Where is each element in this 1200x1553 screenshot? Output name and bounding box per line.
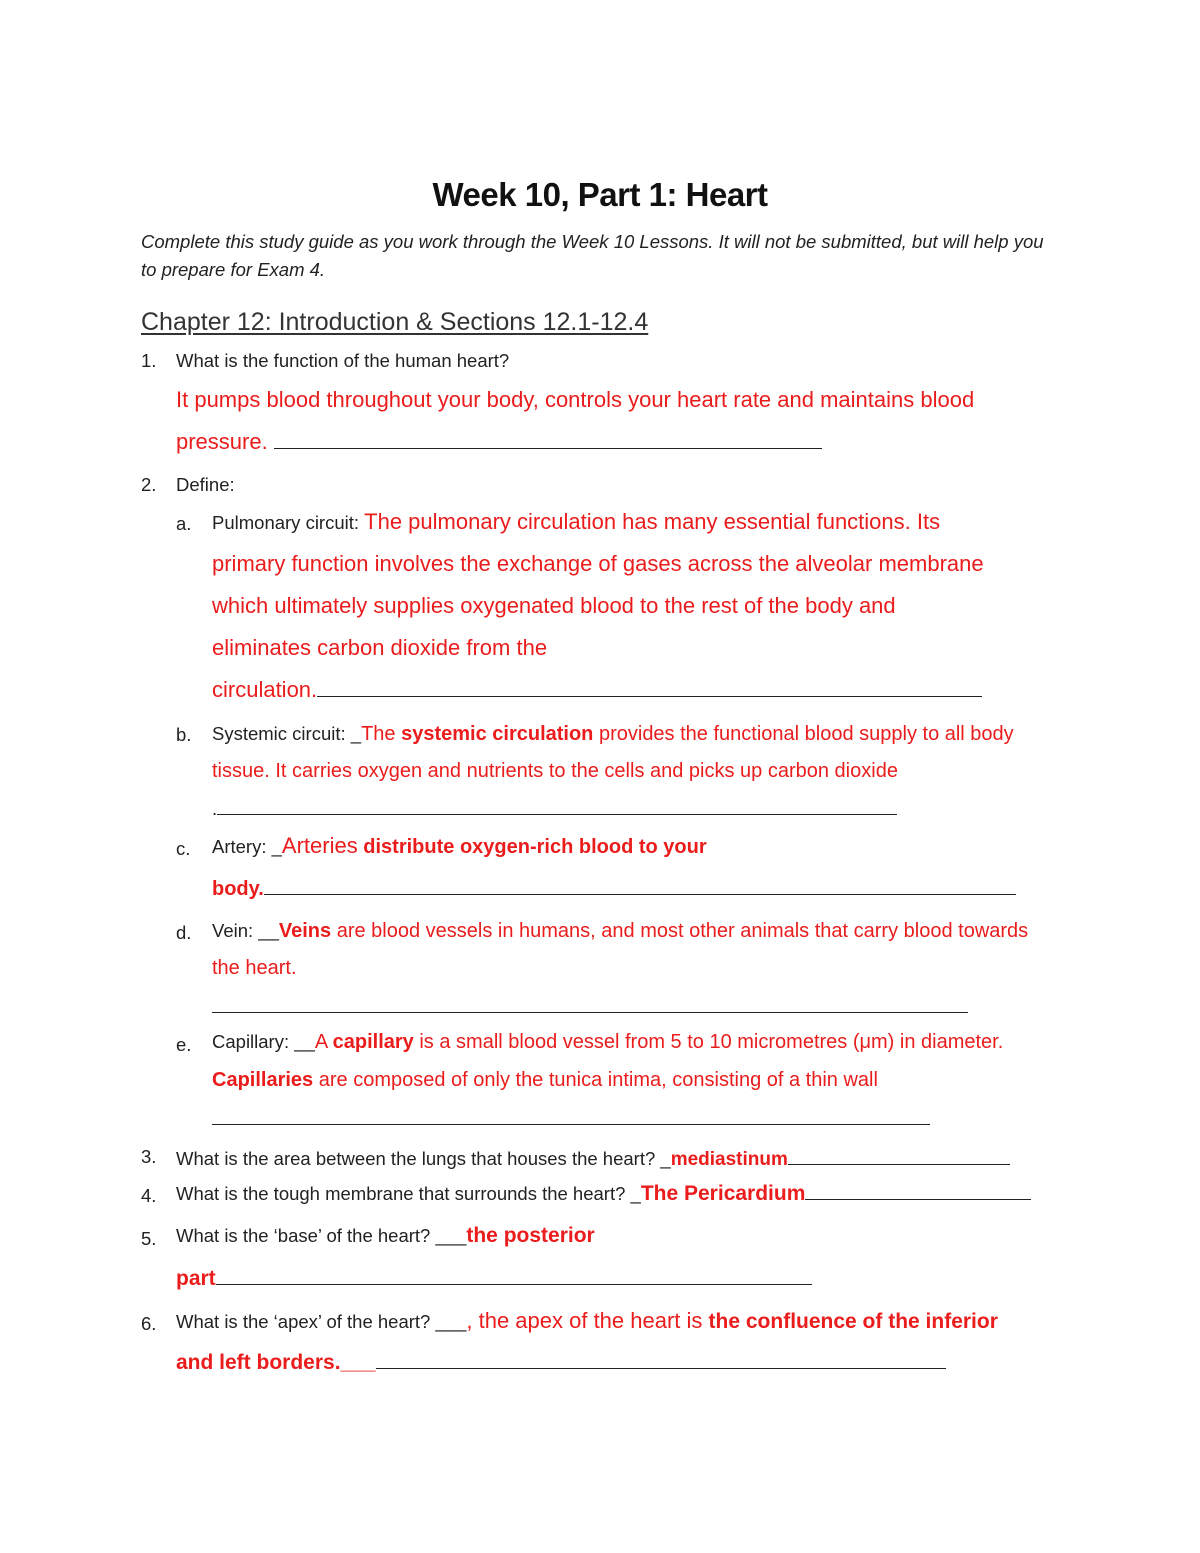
q2c-letter: c. [176,838,191,859]
q2d-post: are blood vessels in humans, and most other animals that carry blood towards [331,920,1029,942]
q6-answer-pre: the apex of the heart is [478,1308,709,1333]
q2e-post: is a small blood vessel from 5 to 10 micrometres (μm) in diameter. [413,1031,1004,1053]
q2a-line3: which ultimately supplies oxygenated blood to the rest of the body and [212,593,896,618]
q2e-letter: e. [176,1034,192,1055]
q2b-period: . [212,798,218,819]
q3-answer: mediastinum [670,1149,788,1170]
q1-answer-line1: It pumps blood throughout your body, controls your heart rate and maintains blood [176,387,975,412]
q6-answer-bold: the confluence of the inferior [708,1310,998,1333]
q2a-letter: a. [176,513,192,534]
q1-answer-line2 [176,429,822,455]
q6-line1 [176,1308,998,1334]
q2b-line1 [212,723,1014,746]
q2e-line2 [212,1069,878,1092]
q2c-blank[interactable] [264,876,1016,895]
q2e-pre: A [314,1031,333,1053]
q2c-pre: Arteries [281,833,358,858]
q4-number: 4. [141,1185,157,1206]
q2b-line2: tissue. It carries oxygen and nutrients to the cells and picks up carbon dioxide [212,760,898,782]
q2b-line3 [212,796,897,820]
page-title: Week 10, Part 1: Heart [432,176,768,213]
q2a-answer1: The pulmonary circulation has many essential functions. Its [364,509,941,534]
q4-question: What is the tough membrane that surrounds the heart? _ [176,1183,641,1204]
q2c-line2 [212,876,1016,901]
q2d-line1 [212,920,1028,943]
q2a-blank[interactable] [317,678,982,697]
q2a-line1 [212,509,940,535]
q4-line [176,1181,1031,1206]
q2c-line1 [212,833,707,859]
q2b-blank[interactable] [217,796,897,815]
q2b-bold: systemic circulation [401,723,594,745]
q2a-line2: primary function involves the exchange of gases across the alveolar membrane [212,551,984,576]
q1-answer-text: pressure. [176,429,274,454]
q5-blank[interactable] [216,1266,812,1285]
q1-number: 1. [141,350,157,371]
q2e-line1 [212,1031,1003,1054]
q5-line1 [176,1224,595,1248]
q2b-letter: b. [176,724,192,745]
q4-blank[interactable] [805,1181,1031,1200]
q2a-label: Pulmonary circuit: [212,512,365,533]
intro-text: Complete this study guide as you work through the Week 10 Lessons. It will not be submitted, but will help you to prepare for Exam 4. [141,231,1044,280]
q2a-line4: eliminates carbon dioxide from the [212,635,548,660]
q5-question: What is the ‘base’ of the heart? ___ [176,1225,467,1246]
q2d-label: Vein: __ [212,920,279,941]
q2c-bold: distribute oxygen-rich blood to your [357,836,707,858]
q1-answer-blank[interactable] [274,430,822,449]
q6-number: 6. [141,1313,157,1334]
q2a-answer5: circulation. [212,677,318,702]
q2a-line5 [212,677,982,703]
q2d-bold: Veins [278,920,332,942]
q2-number: 2. [141,474,157,495]
q6-question: What is the ‘apex’ of the heart? ___ [176,1311,467,1332]
q5-line2 [176,1266,812,1291]
q3-line [176,1146,1010,1171]
q3-question: What is the area between the lungs that houses the heart? _ [176,1148,671,1169]
q2b-post: provides the functional blood supply to all body [593,723,1014,745]
q5-number: 5. [141,1228,157,1249]
q2c-answer2: body. [212,878,264,900]
q2d-letter: d. [176,922,192,943]
q4-answer: The Pericardium [640,1182,806,1205]
q3-number: 3. [141,1146,157,1167]
q2d-blank[interactable] [212,1012,968,1013]
q6-line2 [176,1350,946,1375]
q6-blank[interactable] [376,1350,946,1369]
q2-question: Define: [176,474,235,495]
q2d-line2: the heart. [212,957,297,979]
q6-answer2: and left borders. [176,1351,341,1374]
q6-comma: , [466,1308,479,1333]
q2e-post2: are composed of only the tunica intima, consisting of a thin wall [313,1069,878,1091]
q3-blank[interactable] [788,1146,1010,1165]
q2c-label: Artery: _ [212,836,282,857]
q2e-blank[interactable] [212,1124,930,1125]
q5-answer2: part [176,1267,216,1290]
q2e-label: Capillary: __ [212,1031,315,1052]
q2e-bold2: Capillaries [212,1069,314,1091]
q5-answer1: the posterior [466,1224,595,1247]
chapter-heading: Chapter 12: Introduction & Sections 12.1-12.4 [141,308,649,336]
q2e-bold: capillary [332,1031,414,1053]
q6-trail: ___ [340,1351,376,1374]
q1-question: What is the function of the human heart? [176,350,510,371]
q2b-label: Systemic circuit: _ [212,723,362,744]
q2b-pre: The [361,723,402,745]
